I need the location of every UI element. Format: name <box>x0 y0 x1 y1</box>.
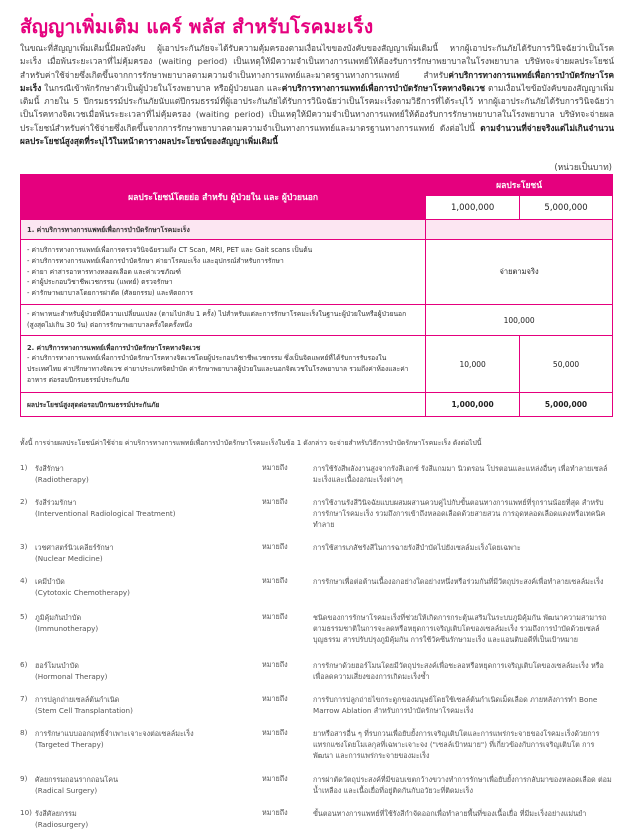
section2-text: - ค่าบริการทางการแพทย์เพื่อการบำบัดรักษาโรคทางจิตเวชโดยผู้ประกอบวิชาชีพเวชกรรม ซึ่งเป็นจิตแพทย์ที่ได้รับการรับรองในประเทศไทย ค่าปรึกษาทางจิตเวช ค่ายาประเภทจิตบำบัด ค่ารักษาพยาบาลผู้ป่วยในและนอกจิตเวชในโรงพยาบาล รวมถึงค่าห้องและค่าอาหาร ต่อรอบปีกรมธรรม์ประกันภัย <box>27 354 409 384</box>
definition-description: การรักษาเพื่อต่อต้านเนื้องอกอย่างใดอย่างหนึ่งหรือร่วมกันที่มีวัตถุประสงค์เพื่อทำลายเซลล์มะเร็ง <box>313 577 604 586</box>
definition-term <box>35 542 255 564</box>
definition-description: ชนิดของการรักษาโรคมะเร็งที่ช่วยให้เกิดการกระตุ้นเสริมในระบบภูมิคุ้มกัน พัฒนาความสามารถตามธรรมชาติในการจะลดหรือหยุดการเจริญเติบโตของเซลล์มะเร็ง รวมถึงการบำบัดด้วยเซลล์ บุญธรรม สารปรับปรุงภูมิคุ้มกัน การใช้วัคซีนรักษามะเร็ง และแอนติบอดีที่เป็นเป้าหมาย <box>313 613 607 644</box>
table-header-main: ผลประโยชน์โดยย่อ สำหรับ ผู้ป่วยใน และ ผู้ป่วยนอก <box>21 175 426 220</box>
definition-term <box>35 497 255 519</box>
plan-column-1: 1,000,000 <box>426 196 520 220</box>
definition-means: หมายถึง <box>262 694 288 703</box>
definition-means: หมายถึง <box>262 542 288 551</box>
intro-text-3: ตามเงื่อนไขข้อบังคับของสัญญาเพิ่มเติมนี้ ภายใน 5 ปีกรมธรรม์ประกันภัยนับแต่ปีกรมธรรม์ที่ผู้เอาประกันภัยได้รับการวินิจฉัยว่าเป็นโรคมะเร็งตามวิธีการที่ได้ระบุไว้ หากผู้เอาประกันภัยได้รับการวินิจฉัยว่าเป็นโรคทางจิตเวชเมื่อพ้นระยะเวลาที่ไม่คุ้มครอง (waiting period) เป็นเหตุให้มีความจำเป็นทางการแพทย์ให้ต้องรับการรักษาพยาบาลในโรงพยาบาล บริษัทจะจ่ายผลประโยชน์สำหรับค่าใช้จ่ายซึ่งเกิดขึ้นจากการรักษาพยาบาลตามความจำเป็นทางการแพทย์และมาตรฐานทางการแพทย์ ดังต่อไปนี้ <box>20 82 615 133</box>
definition-term-en: (Immunotherapy) <box>35 624 99 633</box>
footnote: ทั้งนี้ การจ่ายผลประโยชน์ค่าใช้จ่าย ค่าบริการทางการแพทย์เพื่อการบำบัดรักษาโรคมะเร็งในข้อ 1 ดังกล่าว จะจ่ายสำหรับวิธีการบำบัดรักษาโรคมะเร็ง ดังต่อไปนี้ <box>20 439 482 447</box>
intro-bold-1: ค่าบริการทางการแพทย์เพื่อการบำบัดรักษาโรคมะเร็ง <box>20 69 614 93</box>
definition-term-en: (Radiosurgery) <box>35 820 89 829</box>
table-header-benefit: ผลประโยชน์ <box>426 175 613 196</box>
intro-bold-3: ตามจำนวนที่จ่ายจริงแต่ไม่เกินจำนวนผลประโยชน์สูงสุดที่ระบุไว้ในหน้าตารางผลประโยชน์ของสัญญาเพิ่มเติมนี้ <box>20 122 614 147</box>
unit-note: (หน่วยเป็นบาท) <box>554 163 612 173</box>
section1-items <box>21 240 426 305</box>
definition-term-en: (Radiotherapy) <box>35 475 89 484</box>
intro-paragraph <box>20 42 614 148</box>
definition-term-th: รังสีร่วมรักษา <box>35 498 77 507</box>
definition-number: 10) <box>20 808 32 817</box>
section1-value: จ่ายตามจริง <box>426 240 613 305</box>
definition-term <box>35 463 255 485</box>
definition-term-en: (Radical Surgery) <box>35 786 98 795</box>
definition-term-en: (Hormonal Therapy) <box>35 672 108 681</box>
definition-means: หมายถึง <box>262 774 288 783</box>
section1-item: - ค่าบริการทางการแพทย์เพื่อการตรวจวินิจฉัยรวมถึง CT Scan, MRI, PET และ Gait scans เป็นต้น <box>27 246 313 255</box>
definition-description: การผ่าตัดวัตถุประสงค์ที่มีขอบเขตกว้างขวางทำการรักษาเพื่อยับยั้งการกลับมาของหลอดเลือด ต่อมน้ำเหลือง และเนื้อเยื่อที่อยู่ติดกันกับอวัยวะที่ติดมะเร็ง <box>313 775 612 795</box>
section2-title: 2. ค่าบริการทางการแพทย์เพื่อการบำบัดรักษาโรคทางจิตเวช <box>27 343 201 352</box>
definition-term-th: เคมีบำบัด <box>35 577 65 586</box>
plan-column-2: 5,000,000 <box>520 196 613 220</box>
definition-term-en: (Cytotoxic Chemotherapy) <box>35 588 130 597</box>
page-title: สัญญาเพิ่มเติม แคร์ พลัส สำหรับโรคมะเร็ง <box>20 16 374 38</box>
definition-description: ขั้นตอนทางการแพทย์ที่ใช้รังสีกำจัดออกเพื่อทำลายพื้นที่ของเนื้อเยื่อ ที่มีมะเร็งอย่างแม่นยำ <box>313 809 587 818</box>
definition-number: 1) <box>20 463 28 472</box>
definition-term-th: การปลูกถ่ายเซลล์ต้นกำเนิด <box>35 695 120 704</box>
intro-bold-2: ค่าบริการทางการแพทย์เพื่อการบำบัดรักษาโรคทางจิตเวช <box>281 82 485 93</box>
definition-number: 3) <box>20 542 28 551</box>
definition-term-th: เวชศาสตร์นิวเคลียร์รักษา <box>35 543 114 552</box>
section1-item: - ค่าบริการทางการแพทย์เพื่อการบำบัดรักษา ค่ายาโรคมะเร็ง และอุปกรณ์สำหรับการรักษา <box>27 256 284 265</box>
definition-means: หมายถึง <box>262 808 288 817</box>
definition-term-en: (Interventional Radiological Treatment) <box>35 509 176 518</box>
definition-term-th: รังสีศัลยกรรม <box>35 809 77 818</box>
total-value-1: 1,000,000 <box>426 393 520 417</box>
definition-number: 2) <box>20 497 28 506</box>
definition-number: 4) <box>20 576 28 585</box>
definition-term <box>35 576 255 598</box>
definition-term-th: ภูมิคุ้มกันบำบัด <box>35 613 82 622</box>
benefit-table <box>20 174 613 417</box>
definition-term-th: ฮอร์โมนบำบัด <box>35 661 79 670</box>
definition-term <box>35 694 255 716</box>
definition-means: หมายถึง <box>262 612 288 621</box>
definition-number: 5) <box>20 612 28 621</box>
definition-term <box>35 774 255 796</box>
definition-description: การใช้รังสีพลังงานสูงจากรังสีเอกซ์ รังสีแกมมา นิวตรอน โปรตอนและแหล่งอื่นๆ เพื่อทำลายเซลล์มะเร็งและเนื้องอกมะเร็งต่างๆ <box>313 464 608 484</box>
transport-text: - ค่าพาหนะสำหรับผู้ป่วยที่มีความเปลี่ยนแปลง (ตามไปกลับ 1 ครั้ง) ไปสำหรับแต่ละการรักษาโรคมะเร็งในฐานะผู้ป่วยในหรือผู้ป่วยนอก (สูงสุดไม่เกิน 30 วัน) ต่อการรักษาพยาบาลครั้งใดครั้งหนึ่ง <box>27 310 407 329</box>
definition-number: 8) <box>20 728 28 737</box>
definition-term <box>35 808 255 830</box>
definition-means: หมายถึง <box>262 497 288 506</box>
section2-value-1: 10,000 <box>426 336 520 393</box>
definition-means: หมายถึง <box>262 463 288 472</box>
section1-title-blank <box>426 220 613 240</box>
section1-title: 1. ค่าบริการทางการแพทย์เพื่อการบำบัดรักษาโรคมะเร็ง <box>21 220 426 240</box>
section1-item: - ค่าผู้ประกอบวิชาชีพเวชกรรม (แพทย์) ตรวจรักษา <box>27 278 173 287</box>
definition-term-en: (Stem Cell Transplantation) <box>35 706 133 715</box>
definition-description: การใช้สารเภสัชรังสีในการฉายรังสีบำบัดไปยังเซลล์มะเร็งโดยเฉพาะ <box>313 543 521 552</box>
definition-means: หมายถึง <box>262 728 288 737</box>
definition-term-th: รังสีรักษา <box>35 464 64 473</box>
definition-term-en: (Targeted Therapy) <box>35 740 104 749</box>
definition-description: การใช้งานรังสีวินิจฉัยแบบผสมผสานควบคู่ไปกับขั้นตอนทางการแพทย์ที่รุกรานน้อยที่สุด สำหรับการรักษาโรคมะเร็ง รวมถึงการเข้าถึงหลอดเลือดด้วยสายสวน การอุดหลอดเลือดแดงหรือเทคนิคทำลาย <box>313 498 606 529</box>
definition-number: 9) <box>20 774 28 783</box>
intro-text-1: ในขณะที่สัญญาเพิ่มเติมนี้มีผลบังคับ ผู้เอาประกันภัยจะได้รับความคุ้มครองตามเงื่อนไขของบังคับของสัญญาเพิ่มเติมนี้ หากผู้เอาประกันภัยได้รับการวินิจฉัยว่าเป็นโรคมะเร็ง เมื่อพ้นระยะเวลาที่ไม่คุ้มครอง (waiting period) เป็นเหตุให้มีความจำเป็นทางการแพทย์ให้ต้องรับการรักษาพยาบาลในโรงพยาบาล บริษัทจะจ่ายผลประโยชน์สำหรับค่าใช้จ่ายซึ่งเกิดขึ้นจากการรักษาพยาบาลตามความจำเป็นทางการแพทย์และมาตรฐานทางการแพทย์ สำหรับ <box>20 43 614 80</box>
section2-value-2: 50,000 <box>520 336 613 393</box>
definition-term <box>35 612 255 634</box>
definition-means: หมายถึง <box>262 576 288 585</box>
definition-number: 7) <box>20 694 28 703</box>
section1-item: - ค่ารักษาพยาบาลโดยการผ่าตัด (ศัลยกรรม) และหัตถการ <box>27 289 193 298</box>
definition-description: ยาหรือสารอื่น ๆ ที่รบกวนเพื่อยับยั้งการเจริญเติบโตและการแพร่กระจายของโรคมะเร็งด้วยการแทรกแซงโดยโมเลกุลที่เฉพาะเจาะจง ("เซลล์เป้าหมาย") ที่เกี่ยวข้องกับการเจริญเติบโต การพัฒนา และการแพร่กระจายของมะเร็ง <box>313 729 600 760</box>
definition-term-th: การรักษาแบบออกฤทธิ์จำเพาะเจาะจงต่อเซลล์มะเร็ง <box>35 729 194 738</box>
transport-value: 100,000 <box>426 305 613 336</box>
section1-item: - ค่ายา ค่าสารอาหารทางหลอดเลือด และค่าเวชภัณฑ์ <box>27 267 181 276</box>
total-label: ผลประโยชน์สูงสุดต่อรอบปีกรมธรรม์ประกันภัย <box>21 393 426 417</box>
definition-term <box>35 660 255 682</box>
definition-term <box>35 728 255 750</box>
section2-cell <box>21 336 426 393</box>
definition-means: หมายถึง <box>262 660 288 669</box>
definition-number: 6) <box>20 660 28 669</box>
intro-text-2: ในกรณีเข้าพักรักษาตัวเป็นผู้ป่วยในโรงพยาบาล หรือผู้ป่วยนอก และ <box>41 82 282 93</box>
definition-description: การรับการปลูกถ่ายไขกระดูกของมนุษย์โดยใช้เซลล์ต้นกำเนิดเม็ดเลือด ภายหลังการทำ Bone Marrow Ablation สำหรับการบำบัดรักษาโรคมะเร็ง <box>313 695 598 715</box>
definition-term-th: ศัลยกรรมถอนรากถอนโคน <box>35 775 118 784</box>
total-value-2: 5,000,000 <box>520 393 613 417</box>
definition-term-en: (Nuclear Medicine) <box>35 554 103 563</box>
definition-description: การรักษาด้วยฮอร์โมนโดยมีวัตถุประสงค์เพื่อชะลอหรือหยุดการเจริญเติบโตของเซลล์มะเร็ง หรือเพื่อลดความเสี่ยงของการเกิดมะเร็งซ้ำ <box>313 661 604 681</box>
transport-row <box>21 305 426 336</box>
